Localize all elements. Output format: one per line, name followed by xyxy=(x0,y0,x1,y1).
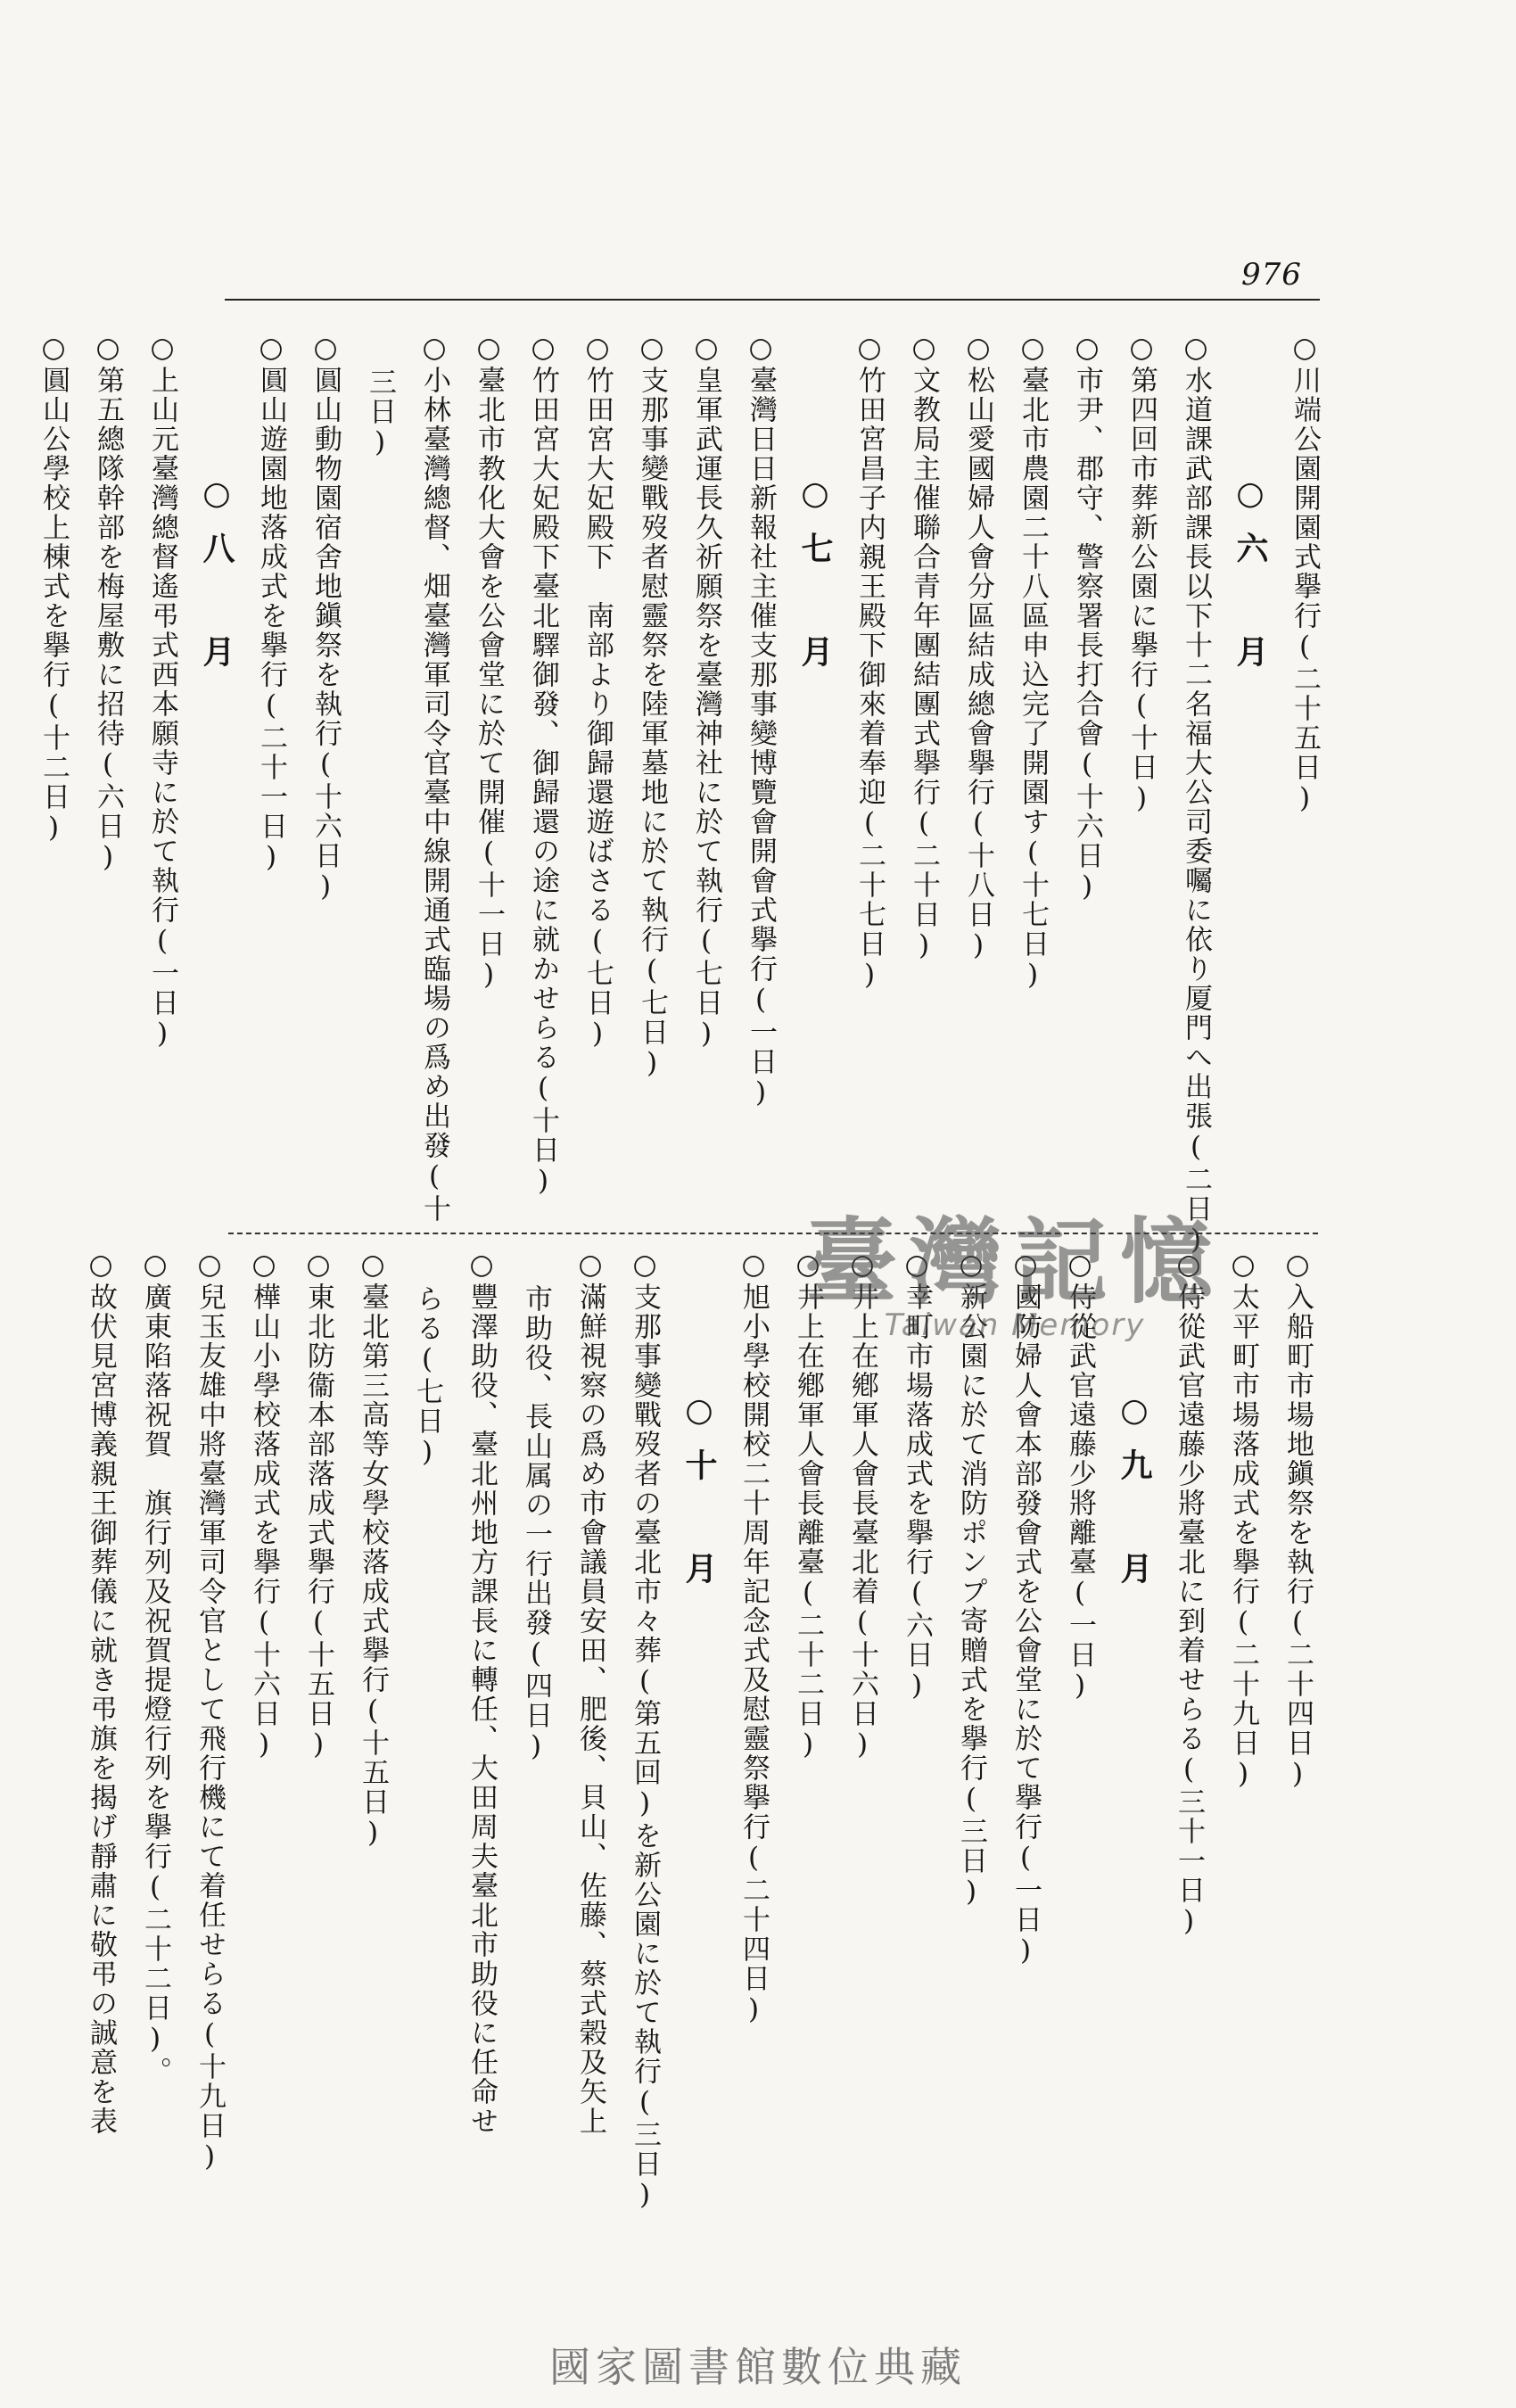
event-entry: ○井上在鄕軍人會長臺北着(十六日) xyxy=(846,1249,878,1762)
event-entry: ○皇軍武運長久祈願祭を臺灣神社に於て執行(七日) xyxy=(690,332,722,1051)
month-heading: ○七 月 xyxy=(796,474,834,687)
event-entry: ○東北防衞本部落成式擧行(十五日) xyxy=(302,1249,334,1762)
entry-continuation: 市助役、長山属の一行出發(四日) xyxy=(520,1284,552,1764)
event-entry: ○故伏見宮博義親王御葬儀に就き弔旗を揭げ靜肅に敬弔の誠意を表 xyxy=(85,1249,117,2136)
event-entry: ○滿鮮視察の爲め市會議員安田、肥後、貝山、佐藤、蔡式榖及矢上 xyxy=(574,1249,606,2136)
event-entry: ○入船町市場地鎭祭を執行(二十四日) xyxy=(1281,1249,1314,1792)
month-heading: ○九 月 xyxy=(1116,1391,1153,1604)
event-entry: ○圓山遊園地落成式を擧行(二十一日) xyxy=(255,332,287,875)
top-text-section xyxy=(12,332,1321,1258)
event-entry: ○水道課武部課長以下十二名福大公司委囑に依り厦門へ出張(二日) xyxy=(1180,332,1212,1258)
bottom-text-section xyxy=(60,1249,1314,2213)
event-entry: ○井上在鄕軍人會長離臺(二十二日) xyxy=(792,1249,824,1762)
page-number: 976 xyxy=(1241,257,1302,293)
event-entry: ○臺北市教化大會を公會堂に於て開催(十一日) xyxy=(473,332,505,993)
event-entry: ○文教局主催聯合青年團結團式擧行(二十日) xyxy=(908,332,940,963)
event-entry: ○旭小學校開校二十周年記念式及慰靈祭擧行(二十四日) xyxy=(737,1249,770,2027)
event-entry: ○竹田宮大妃殿下 南部より御歸還遊ばさる(七日) xyxy=(581,332,614,1051)
event-entry: ○豐澤助役、臺北州地方課長に轉任、大田周夫臺北市助役に任命せ xyxy=(466,1249,498,2136)
event-entry: ○第四回市葬新公園に擧行(十日) xyxy=(1125,332,1158,816)
event-entry: ○國防婦人會本部發會式を公會堂に於て擧行(一日) xyxy=(1009,1249,1042,1968)
header-rule xyxy=(225,299,1320,301)
month-heading: ○八 月 xyxy=(198,474,235,687)
footer-label: 國家圖書館數位典藏 xyxy=(549,2343,967,2391)
event-entry: ○太平町市場落成式を擧行(二十九日) xyxy=(1227,1249,1259,1792)
event-entry: ○臺北第三高等女學校落成式擧行(十五日) xyxy=(357,1249,389,1851)
event-entry: ○小林臺灣總督、畑臺灣軍司令官臺中線開通式臨場の爲め出發(十 xyxy=(418,332,450,1224)
event-entry: ○第五總隊幹部を梅屋敷に招待(六日) xyxy=(92,332,124,875)
event-entry: ○支那事變戰歿者慰靈祭を陸軍墓地に於て執行(七日) xyxy=(636,332,668,1081)
event-entry: ○支那事變戰歿者の臺北市々葬(第五回)を新公園に於て執行(三日) xyxy=(629,1249,661,2213)
event-entry: ○侍從武官遠藤少將臺北に到着せらる(三十一日) xyxy=(1173,1249,1205,1939)
event-entry: ○兒玉友雄中將臺灣軍司令官として飛行機にて着任せらる(十九日) xyxy=(194,1249,226,2174)
month-heading: ○六 月 xyxy=(1232,474,1269,687)
event-entry: ○川端公園開園式擧行(二十五日) xyxy=(1289,332,1321,816)
event-entry: ○竹田宮昌子内親王殿下御來着奉迎(二十七日) xyxy=(853,332,886,993)
event-entry: ○幸町市場落成式を擧行(六日) xyxy=(901,1249,933,1703)
event-entry: ○臺北市農園二十八區申込完了開園す(十七日) xyxy=(1017,332,1049,993)
event-entry: ○上山元臺灣總督遙弔式西本願寺に於て執行(一日) xyxy=(146,332,178,1051)
event-entry: ○市尹、郡守、警察署長打合會(十六日) xyxy=(1071,332,1103,904)
entry-continuation: らる(七日) xyxy=(411,1284,443,1470)
month-heading: ○十 月 xyxy=(680,1391,718,1604)
event-entry: ○侍從武官遠藤少將離臺(一日) xyxy=(1064,1249,1096,1703)
event-entry: ○松山愛國婦人會分區結成總會擧行(十八日) xyxy=(962,332,994,963)
event-entry: ○廣東陷落祝賀 旗行列及祝賀提燈行列を擧行(二十二日)。 xyxy=(139,1249,171,2086)
watermark xyxy=(765,1207,1265,1356)
entry-continuation: 三日) xyxy=(364,367,396,460)
event-entry: ○圓山動物園宿舍地鎭祭を執行(十六日) xyxy=(309,332,342,904)
event-entry: ○圓山公學校上棟式を擧行(十二日) xyxy=(37,332,70,845)
watermark-title: 臺灣記憶 xyxy=(803,1207,1225,1316)
watermark-subtitle: Taiwan Memory xyxy=(884,1307,1146,1343)
event-entry: ○樺山小學校落成式を擧行(十六日) xyxy=(248,1249,280,1762)
event-entry: ○臺灣日日新報社主催支那事變博覽會開會式擧行(一日) xyxy=(745,332,777,1110)
event-entry: ○竹田宮大妃殿下臺北驛御發、御歸還の途に就かせらる(十日) xyxy=(527,332,559,1199)
event-entry: ○新公園に於て消防ポンプ寄贈式を擧行(三日) xyxy=(955,1249,987,1909)
